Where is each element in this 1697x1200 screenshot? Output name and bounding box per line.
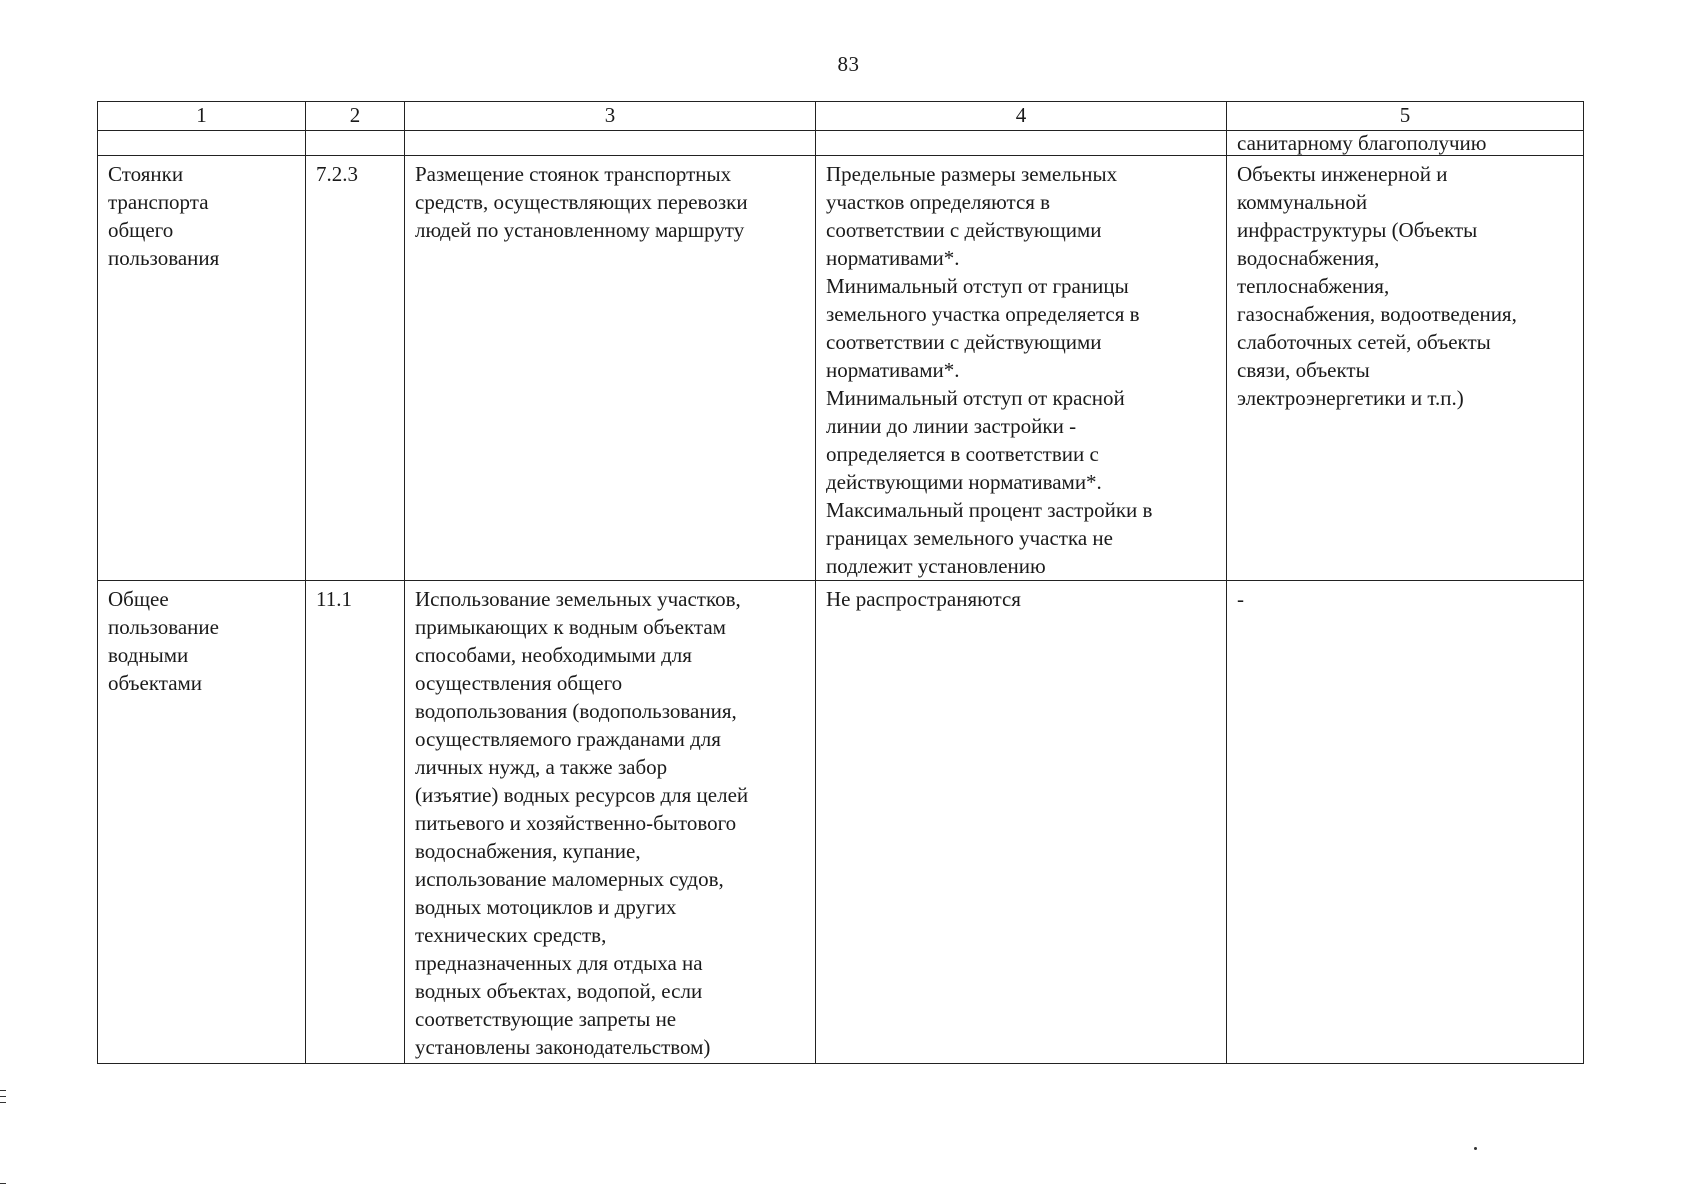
- continuation-cell-2: [306, 131, 405, 156]
- scan-margin-mark: [0, 1096, 6, 1097]
- continuation-row: [98, 131, 1584, 156]
- continuation-cell-3: [405, 131, 816, 156]
- continuation-cell-1: [98, 131, 306, 156]
- table-row: [98, 581, 1584, 1064]
- page-number: 83: [837, 52, 860, 76]
- column-number-3: 3: [405, 102, 816, 131]
- zoning-regulations-table: [97, 101, 1584, 1064]
- use-type-name: Стоянки транспорта общего пользования: [98, 156, 306, 581]
- use-type-restrictions: Объекты инженерной и коммунальной инфраструктуры (Объекты водоснабжения, теплоснабжения, газоснабжения, водоотведения, слаботочных сетей, объекты связи, объекты электроэнергетики и т.п.): [1227, 156, 1584, 581]
- column-number-2: 2: [306, 102, 405, 131]
- table-row: [98, 156, 1584, 581]
- scan-margin-mark: [0, 1090, 6, 1091]
- continuation-cell-4: [816, 131, 1227, 156]
- scan-margin-mark: [0, 1102, 6, 1103]
- use-type-code: 7.2.3: [306, 156, 405, 581]
- column-number-5: 5: [1227, 102, 1584, 131]
- use-type-description: Использование земельных участков, примыкающих к водным объектам способами, необходимыми для осуществления общего водопользования (водопользования, осуществляемого гражданами для личных нужд, а также забор (изъятие) водных ресурсов для целей питьевого и хозяйственно-бытового водоснабжения, купание, использование маломерных судов, водных мотоциклов и других технических средств, предназначенных для отдыха на водных объектах, водопой, если соответствующие запреты не установлены законодательством): [405, 581, 816, 1064]
- use-type-description: Размещение стоянок транспортных средств, осуществляющих перевозки людей по установленному маршруту: [405, 156, 816, 581]
- use-type-name: Общее пользование водными объектами: [98, 581, 306, 1064]
- continuation-cell-5: санитарному благополучию: [1227, 131, 1584, 156]
- use-type-code: 11.1: [306, 581, 405, 1064]
- use-type-parameters: Предельные размеры земельных участков определяются в соответствии с действующими нормативами*. Минимальный отступ от границы земельного участка определяется в соответствии с действующими нормативами*. Минимальный отступ от красной линии до линии застройки - определяется в соответствии с действующими нормативами*. Максимальный процент застройки в границах земельного участка не подлежит установлению: [816, 156, 1227, 581]
- scan-margin-mark: [0, 1183, 6, 1184]
- use-type-restrictions: -: [1227, 581, 1584, 1064]
- column-number-header-row: [98, 102, 1584, 131]
- column-number-1: 1: [98, 102, 306, 131]
- scan-dot-mark: [1474, 1147, 1477, 1150]
- column-number-4: 4: [816, 102, 1227, 131]
- use-type-parameters: Не распространяются: [816, 581, 1227, 1064]
